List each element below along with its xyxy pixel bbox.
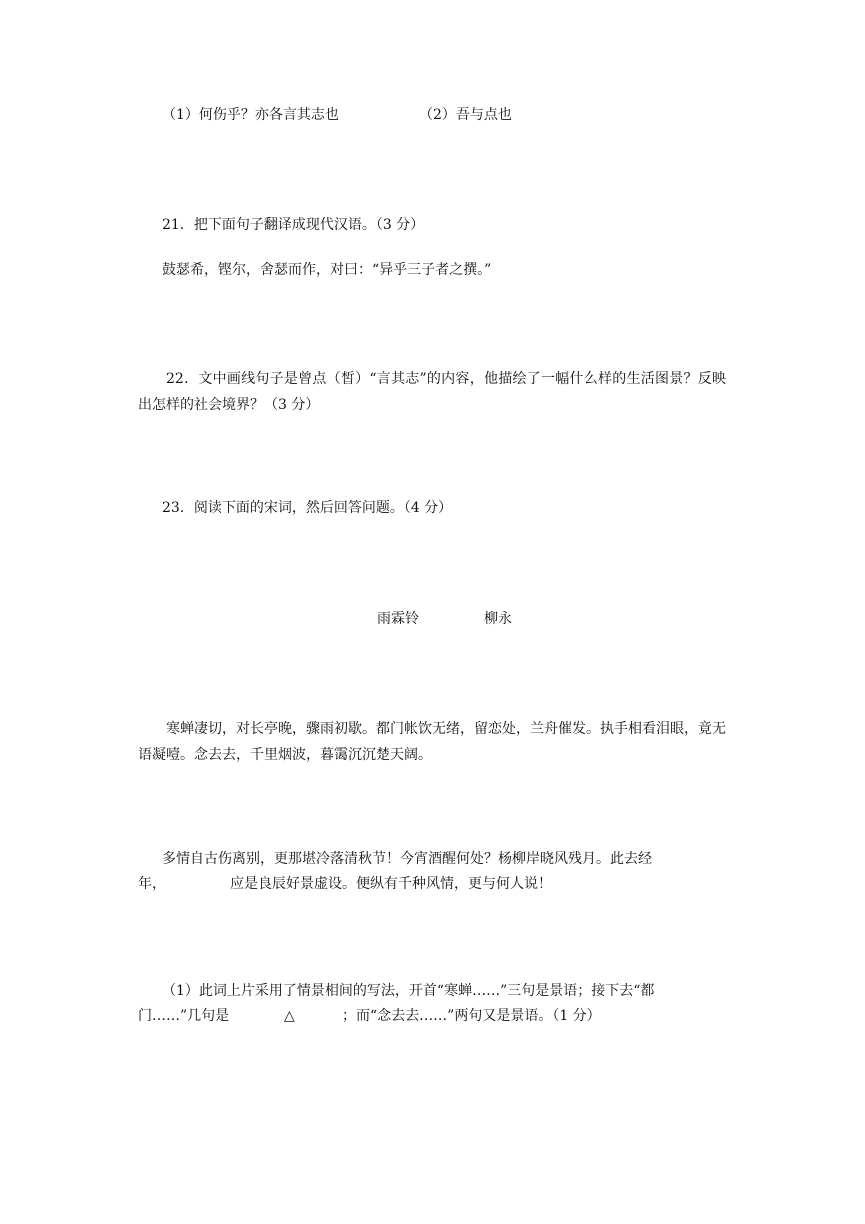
q23-prompt: 23．阅读下面的宋词，然后回答问题。（4 分）	[162, 500, 453, 516]
q23-sub1-line-2a: 门……”几句是	[138, 1008, 230, 1024]
answer-blank-triangle: △	[284, 1008, 295, 1024]
poem-author: 柳永	[484, 611, 512, 627]
q20-item-1: （1）何伤乎？亦各言其志也	[162, 107, 339, 123]
q23-sub1-line-2b: ；而“念去去……”两句又是景语。（1 分）	[342, 1008, 601, 1024]
poem-stanza-1: 寒蝉凄切，对长亭晚，骤雨初歇。都门帐饮无绪，留恋处，兰舟催发。执手相看泪眼，竟无语凝噎。念去去，千里烟波，暮霭沉沉楚天阔。	[138, 721, 726, 763]
poem-title: 雨霖铃	[377, 611, 419, 627]
q21-sentence: 鼓瑟希，铿尔，舍瑟而作，对曰：“异乎三子者之撰。”	[162, 262, 492, 278]
poem-stanza-2-line-2b: 应是良辰好景虚设。便纵有千种风情，更与何人说！	[230, 876, 552, 892]
q20-item-2: （2）吾与点也	[419, 107, 512, 123]
q22-prompt: 22．文中画线句子是曾点（皙）“言其志”的内容，他描绘了一幅什么样的生活图景？反映出怎样的社会境界？（3 分）	[138, 371, 726, 413]
q21-prompt: 21．把下面句子翻译成现代汉语。（3 分）	[162, 217, 425, 233]
poem-stanza-2-line-1: 多情自古伤离别，更那堪冷落清秋节！今宵酒醒何处？杨柳岸晓风残月。此去经	[162, 851, 652, 867]
q23-sub1-line-1: （1）此词上片采用了情景相间的写法，开首“寒蝉……”三句是景语；接下去“都	[162, 983, 655, 999]
poem-stanza-2-line-2a: 年，	[138, 876, 166, 892]
